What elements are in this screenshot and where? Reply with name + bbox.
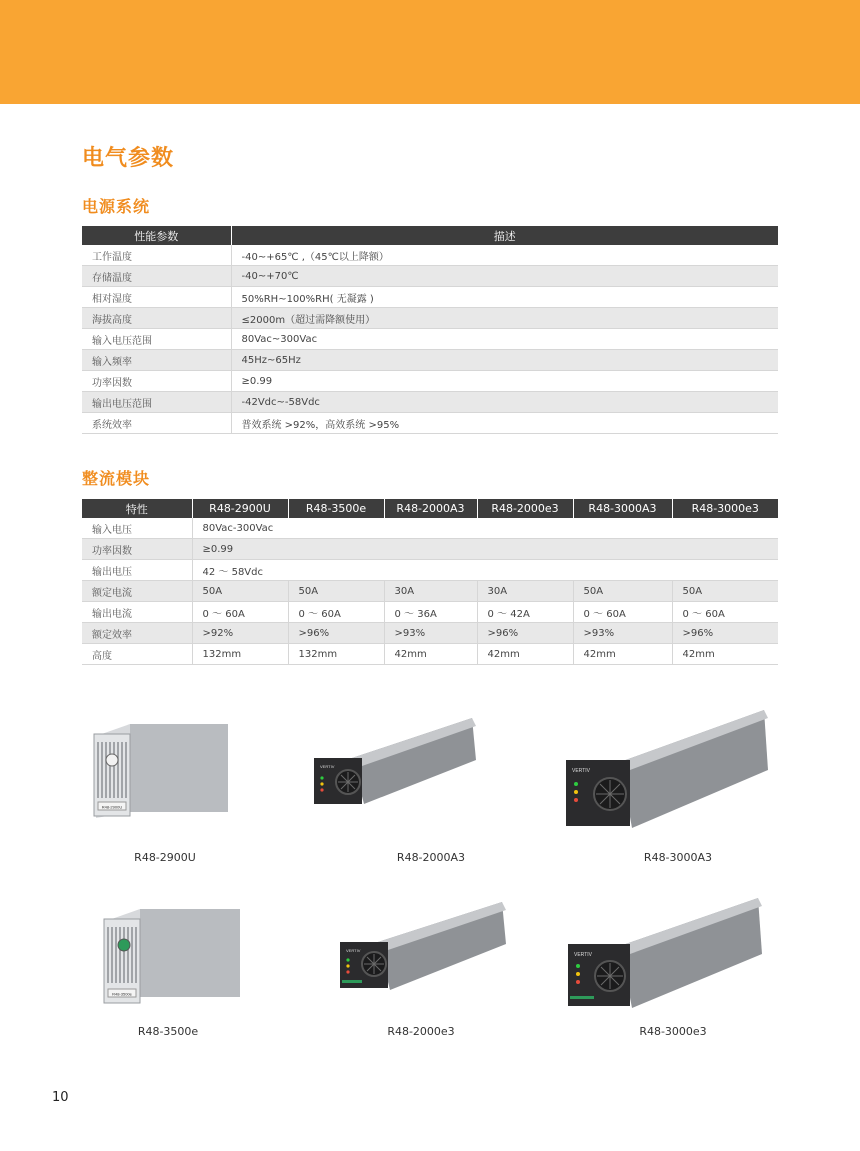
nameplate-text: R48-3500e (112, 991, 132, 997)
product-image-r48-3500e (100, 905, 242, 1005)
col-header-description: 描述 (231, 226, 778, 245)
table-row (82, 623, 778, 644)
col-header-model: R48-3000A3 (573, 499, 672, 518)
product-image-r48-2900u (90, 720, 232, 818)
param-value: -42Vdc~-58Vdc (231, 392, 778, 413)
page-number: 10 (52, 1090, 69, 1105)
product-caption: R48-3500e (137, 1025, 199, 1038)
cell-value: >96% (288, 623, 384, 644)
product-image-r48-2000a3 (312, 716, 480, 804)
param-value: 普效系统 >92%，高效系统 >95% (231, 413, 778, 434)
param-name: 输出电压 (82, 560, 192, 581)
table-row (82, 308, 778, 329)
cell-value: 50A (573, 581, 672, 602)
param-name: 输入电压范围 (82, 329, 231, 350)
param-name: 额定效率 (82, 623, 192, 644)
param-name: 存储温度 (82, 266, 231, 287)
table-row (82, 602, 778, 623)
cell-value: >92% (192, 623, 288, 644)
param-name: 额定电流 (82, 581, 192, 602)
cell-value: >96% (672, 623, 778, 644)
param-value: -40~+70℃ (231, 266, 778, 287)
param-value: -40~+65℃ ,（45℃以上降额） (231, 245, 778, 266)
param-value: ≤2000m（超过需降额使用） (231, 308, 778, 329)
cell-value: 30A (384, 581, 477, 602)
brand-label: VERTIV (320, 764, 335, 769)
param-value: ≥0.99 (231, 371, 778, 392)
cell-value: >93% (384, 623, 477, 644)
param-name: 功率因数 (82, 539, 192, 560)
col-header-model: R48-3500e (288, 499, 384, 518)
product-image-r48-3000e3 (566, 896, 764, 1008)
col-header-model: R48-3000e3 (672, 499, 778, 518)
product-caption: R48-2900U (134, 851, 196, 864)
cell-value: 0 ～ 42A (477, 602, 573, 623)
param-name: 相对湿度 (82, 287, 231, 308)
cell-value: 42mm (672, 644, 778, 665)
param-value: 42 ～ 58Vdc (192, 560, 778, 581)
cell-value: 132mm (288, 644, 384, 665)
param-value: ≥0.99 (192, 539, 778, 560)
col-header-model: R48-2000e3 (477, 499, 573, 518)
cell-value: 0 ～ 36A (384, 602, 477, 623)
product-caption: R48-3000e3 (639, 1025, 707, 1038)
table-row (82, 371, 778, 392)
param-name: 输出电流 (82, 602, 192, 623)
table-row (82, 329, 778, 350)
cell-value: 132mm (192, 644, 288, 665)
table-row (82, 350, 778, 371)
cell-value: 42mm (573, 644, 672, 665)
page-title: 电气参数 (82, 146, 175, 171)
cell-value: 42mm (477, 644, 573, 665)
cell-value: 50A (192, 581, 288, 602)
rectifier-heading: 整流模块 (82, 469, 151, 488)
product-image-r48-2000e3 (338, 900, 510, 990)
cell-value: 0 ～ 60A (573, 602, 672, 623)
param-name: 工作温度 (82, 245, 231, 266)
col-header-model: R48-2900U (192, 499, 288, 518)
param-name: 输入电压 (82, 518, 192, 539)
table-row (82, 581, 778, 602)
param-value: 80Vac~300Vac (231, 329, 778, 350)
power-system-heading: 电源系统 (82, 197, 151, 216)
param-value: 50%RH~100%RH( 无凝露 ) (231, 287, 778, 308)
power-system-table (82, 226, 778, 434)
col-header-model: R48-2000A3 (384, 499, 477, 518)
product-caption: R48-2000A3 (396, 851, 466, 864)
cell-value: 0 ～ 60A (672, 602, 778, 623)
product-caption: R48-2000e3 (387, 1025, 455, 1038)
table-row (82, 266, 778, 287)
product-caption: R48-3000A3 (643, 851, 713, 864)
cell-value: 50A (288, 581, 384, 602)
cell-value: 50A (672, 581, 778, 602)
col-header-parameter: 性能参数 (82, 226, 231, 245)
table-row (82, 518, 778, 539)
param-name: 功率因数 (82, 371, 231, 392)
cell-value: >93% (573, 623, 672, 644)
table-row (82, 392, 778, 413)
cell-value: 30A (477, 581, 573, 602)
col-header-feature: 特性 (82, 499, 192, 518)
param-name: 高度 (82, 644, 192, 665)
table-row (82, 413, 778, 434)
cell-value: 0 ～ 60A (288, 602, 384, 623)
param-name: 输出电压范围 (82, 392, 231, 413)
cell-value: >96% (477, 623, 573, 644)
table-row (82, 245, 778, 266)
brand-label: VERTIV (346, 948, 361, 953)
param-value: 80Vac-300Vac (192, 518, 778, 539)
param-value: 45Hz~65Hz (231, 350, 778, 371)
table-row (82, 560, 778, 581)
table-row (82, 539, 778, 560)
param-name: 系统效率 (82, 413, 231, 434)
cell-value: 42mm (384, 644, 477, 665)
product-image-r48-3000a3 (564, 708, 770, 828)
nameplate-text: R48-2900U (101, 804, 123, 810)
rectifier-table (82, 499, 778, 665)
brand-label: VERTIV (572, 768, 590, 774)
table-row (82, 287, 778, 308)
param-name: 输入频率 (82, 350, 231, 371)
header-band (0, 0, 860, 104)
table-row (82, 644, 778, 665)
cell-value: 0 ～ 60A (192, 602, 288, 623)
param-name: 海拔高度 (82, 308, 231, 329)
brand-label: VERTIV (574, 952, 592, 958)
